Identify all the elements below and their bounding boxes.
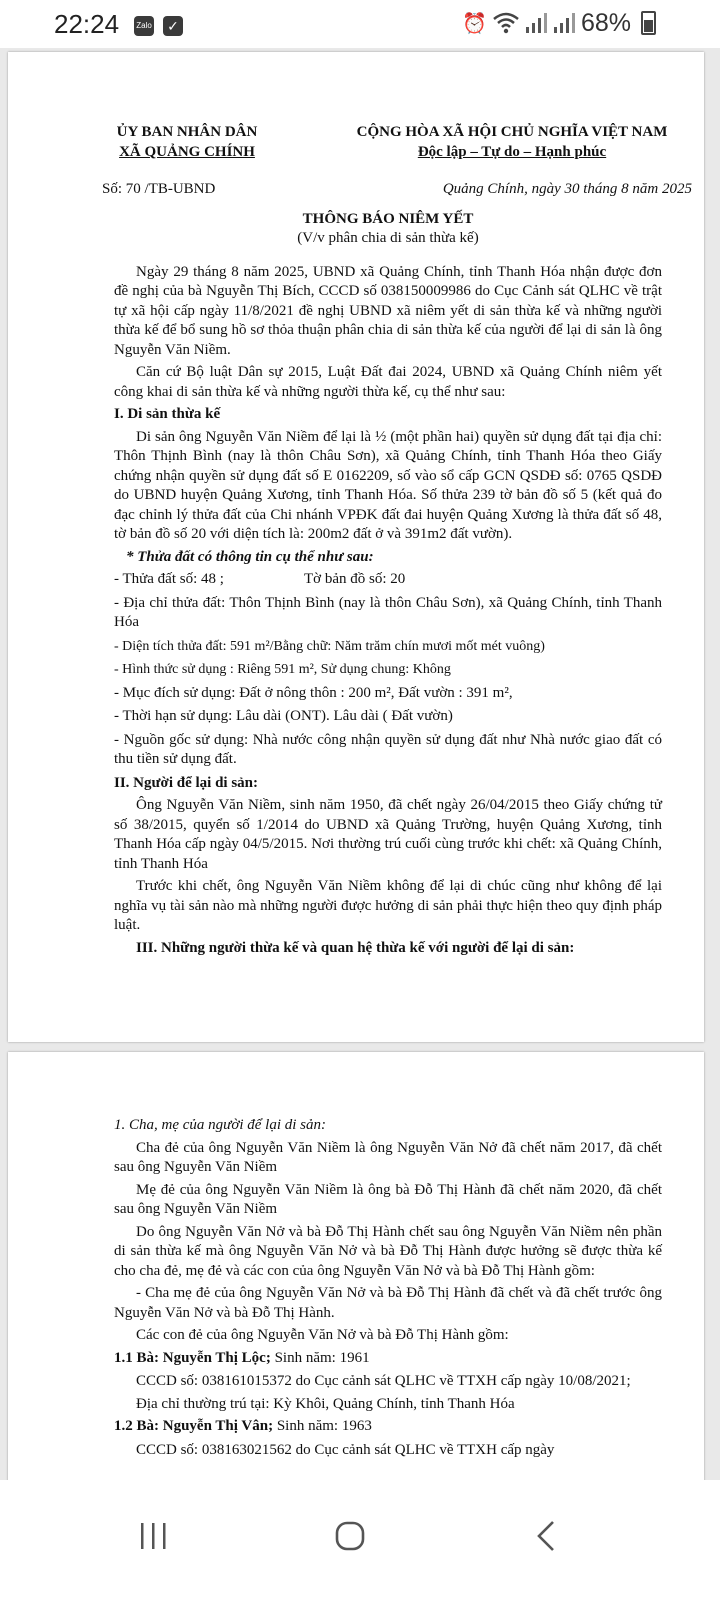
paragraph: Trước khi chết, ông Nguyễn Văn Niềm không để lại di chúc cũng như không để lại nghĩa vụ tài sản nào mà những người được hưởng di sản phải thực hiện theo quy định pháp luật.	[114, 878, 662, 933]
page-1-content	[102, 122, 692, 961]
parcel-heading: * Thửa đất có thông tin cụ thể như sau:	[126, 548, 374, 565]
zalo-icon: Zalo	[134, 16, 154, 36]
recent-apps-icon	[138, 1521, 168, 1551]
page-2-content	[114, 1116, 662, 1463]
heir-1	[114, 1349, 662, 1369]
section-heading: II. Người để lại di sản:	[114, 774, 259, 791]
heir-1-name: 1.1 Bà: Nguyễn Thị Lộc;	[114, 1349, 271, 1366]
document-title: THÔNG BÁO NIÊM YẾT	[302, 210, 474, 227]
home-icon	[334, 1520, 366, 1552]
document-meta	[102, 180, 692, 200]
paragraph: - Cha mẹ đẻ của ông Nguyễn Văn Nở và bà Đỗ Thị Hành đã chết và đã chết trước ông Nguyễn Văn Nở và bà Đỗ Thị Hành.	[114, 1285, 662, 1321]
place-date: Quảng Chính, ngày 30 tháng 8 năm 2025	[442, 181, 692, 197]
parcel-area: - Diện tích thửa đất: 591 m²/Bằng chữ: Năm trăm chín mươi mốt mét vuông)	[114, 638, 545, 654]
document-page-2	[8, 1052, 704, 1480]
document-page-1	[8, 52, 704, 1042]
document-number: Số: 70 /TB-UBND	[102, 181, 216, 197]
signal-icon-2	[553, 12, 575, 34]
parcel-address: - Địa chỉ thửa đất: Thôn Thịnh Bình (nay là thôn Châu Sơn), xã Quảng Chính, tỉnh Thanh Hóa	[114, 594, 662, 630]
national-motto: Độc lập – Tự do – Hạnh phúc	[417, 144, 607, 160]
paragraph: Các con đẻ của ông Nguyễn Văn Nở và bà Đỗ Thị Hành gồm:	[136, 1327, 509, 1343]
paragraph: Do ông Nguyễn Văn Nở và bà Đỗ Thị Hành chết sau ông Nguyễn Văn Niềm nên phần di sản thừa kế mà ông Nguyễn Văn Nở và bà Đỗ Thị Hành được hưởng sẽ được thừa kế cho cha đẻ, mẹ đẻ và các con của ông Nguyễn Văn Nở và bà Đỗ Thị Hành gồm:	[114, 1223, 662, 1279]
navigation-bar	[0, 1480, 720, 1600]
issuer-line-2: XÃ QUẢNG CHÍNH	[119, 144, 255, 160]
document-subtitle: (V/v phân chia di sản thừa kế)	[297, 230, 479, 246]
battery-icon	[641, 11, 656, 35]
heir-2-name: 1.2 Bà: Nguyễn Thị Vân;	[114, 1418, 274, 1434]
map-sheet: Tờ bản đồ số: 20	[304, 571, 406, 587]
paragraph: Ngày 29 tháng 8 năm 2025, UBND xã Quảng Chính, tỉnh Thanh Hóa nhận được đơn đề nghị của bà Nguyễn Thị Bích, CCCD số 038150009986 do Cục Cảnh sát QLHC về trật tự xã hội cấp ngày 11/8/2021 đề nghị UBND xã niêm yết di sản thừa kế và những người thừa kế để bổ sung hồ sơ thỏa thuận phân chia di sản thừa kế của người để lại di sản là ông Nguyễn Văn Niềm.	[114, 263, 662, 358]
recent-apps-button[interactable]	[125, 1510, 181, 1562]
section-heading: I. Di sản thừa kế	[114, 406, 221, 422]
status-bar	[0, 0, 720, 48]
usage-origin: - Nguồn gốc sử dụng: Nhà nước công nhận quyền sử dụng đất như Nhà nước giao đất có thu tiền sử dụng đất.	[114, 731, 662, 767]
document-header	[114, 122, 668, 162]
paragraph: Di sản ông Nguyễn Văn Niềm để lại là ½ (một phần hai) quyền sử dụng đất tại địa chỉ: Thôn Thịnh Bình (nay là thôn Châu Sơn), xã Quảng Chính, tỉnh Thanh Hóa theo Giấy chứng nhận quyền sử dụng đất số E 0162209, số vào sổ cấp GCN QSDĐ số: 0765 QSDĐ do UBND huyện Quảng Xương, tỉnh Thanh Hóa. Số thửa 239 tờ bản đồ số 5 (kết quả đo đạc chỉnh lý thửa đất của Chi nhánh VPĐK đất đai huyện Quảng Xương là thửa đất số 48, tờ bản đồ số 20 với diện tích là: 200m2 đất ở và 391m2 đất vườn).	[114, 428, 662, 542]
back-icon	[534, 1519, 558, 1553]
subsection-heading: 1. Cha, mẹ của người để lại di sản:	[114, 1117, 326, 1133]
document-viewer[interactable]	[0, 48, 720, 1480]
heir-2-id: CCCD số: 038163021562 do Cục cảnh sát QLHC về TTXH cấp ngày	[136, 1441, 555, 1458]
usage-form: - Hình thức sử dụng : Riêng 591 m², Sử dụng chung: Không	[114, 662, 451, 677]
alarm-icon: ⏰	[462, 12, 487, 35]
usage-purpose: - Mục đích sử dụng: Đất ở nông thôn : 200 m², Đất vườn : 391 m²,	[114, 684, 513, 701]
parcel-row	[114, 570, 662, 590]
paragraph: Ông Nguyễn Văn Niềm, sinh năm 1950, đã chết ngày 26/04/2015 theo Giấy chứng tử số 38/2015, quyển số 1/2014 do UBND xã Quảng Trường, huyện Quảng Xương, tỉnh Thanh Hóa cấp ngày 04/5/2015. Nơi thường trú cuối cùng trước khi chết: xã Quảng Chính, tỉnh Thanh Hóa	[114, 797, 662, 872]
paragraph: Cha đẻ của ông Nguyễn Văn Niềm là ông Nguyễn Văn Nở đã chết năm 2017, đã chết sau ông Nguyễn Văn Niềm	[114, 1139, 662, 1175]
check-icon: ✓	[163, 16, 183, 36]
issuer-line-1: ỦY BAN NHÂN DÂN	[116, 124, 258, 140]
clock: 22:24	[54, 9, 120, 39]
home-button[interactable]	[320, 1510, 380, 1562]
status-icons	[462, 8, 656, 38]
back-button[interactable]	[518, 1510, 574, 1562]
battery-level: 68%	[580, 8, 631, 37]
wifi-icon	[493, 12, 519, 34]
national-title: CỘNG HÒA XÃ HỘI CHỦ NGHĨA VIỆT NAM	[356, 124, 668, 140]
paragraph: Căn cứ Bộ luật Dân sự 2015, Luật Đất đai 2024, UBND xã Quảng Chính niêm yết công khai di sản thừa kế và những người thừa kế, cụ thể như sau:	[114, 364, 662, 400]
usage-term: - Thời hạn sử dụng: Lâu dài (ONT). Lâu dài ( Đất vườn)	[114, 708, 453, 724]
heir-2-birth: Sinh năm: 1963	[273, 1418, 372, 1434]
heir-1-id: CCCD số: 038161015372 do Cục cảnh sát QLHC về TTXH cấp ngày 10/08/2021;	[136, 1373, 631, 1389]
signal-icon	[525, 12, 547, 34]
heir-1-birth: Sinh năm: 1961	[270, 1349, 370, 1366]
parcel-number: - Thửa đất số: 48 ;	[114, 571, 224, 587]
section-heading: III. Những người thừa kế và quan hệ thừa kế với người để lại di sản:	[136, 939, 575, 956]
heir-1-address: Địa chỉ thường trú tại: Kỳ Khôi, Quảng Chính, tỉnh Thanh Hóa	[136, 1395, 515, 1412]
paragraph: Mẹ đẻ của ông Nguyễn Văn Niềm là ông bà Đỗ Thị Hành đã chết năm 2020, đã chết sau ông Nguyễn Văn Niềm	[114, 1181, 662, 1217]
heir-2	[114, 1417, 662, 1437]
